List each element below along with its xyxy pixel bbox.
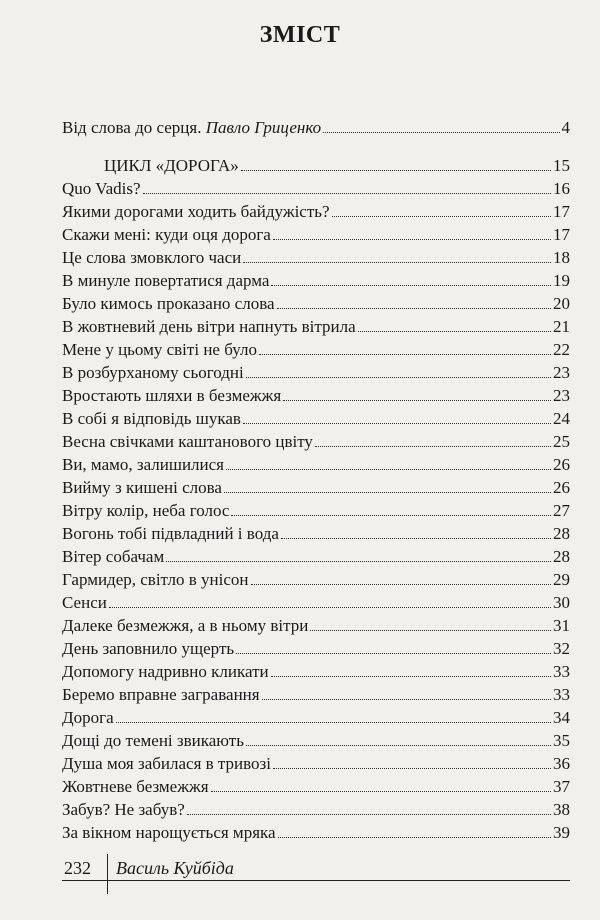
toc-entry (62, 223, 570, 246)
toc-entry (62, 430, 570, 453)
dot-leader (143, 177, 551, 194)
toc-entry-label: Було кимось проказано слова (62, 294, 275, 313)
dot-leader (283, 384, 551, 401)
toc-page-number: 24 (553, 409, 570, 428)
toc-entry (62, 614, 570, 637)
dot-leader (243, 246, 551, 263)
toc-page-number: 26 (553, 455, 570, 474)
dot-leader (273, 223, 551, 240)
dot-leader (310, 614, 551, 631)
toc-entry-label: Вітер собачам (62, 547, 165, 566)
table-of-contents (62, 116, 570, 844)
toc-entry-label: В жовтневий день вітри напнуть вітрила (62, 317, 356, 336)
toc-page-number: 23 (553, 386, 570, 405)
toc-entry-cycle (62, 154, 570, 177)
toc-entry (62, 361, 570, 384)
toc-entry (62, 292, 570, 315)
toc-page-number: 37 (553, 777, 570, 796)
toc-page-number: 28 (553, 524, 570, 543)
toc-entry (62, 246, 570, 269)
toc-entry (62, 177, 570, 200)
toc-page-number: 36 (553, 754, 570, 773)
toc-entry (62, 407, 570, 430)
toc-page-number: 15 (553, 156, 570, 175)
dot-leader (211, 775, 551, 792)
toc-page-number: 32 (553, 639, 570, 658)
toc-entry-label: Весна свічками каштанового цвіту (62, 432, 313, 451)
footer-rule (62, 880, 570, 881)
toc-entry-label: Забув? Не забув? (62, 800, 185, 819)
toc-page-number: 30 (553, 593, 570, 612)
toc-page-number: 29 (553, 570, 570, 589)
dot-leader (166, 545, 551, 562)
dot-leader (281, 522, 551, 539)
toc-entry-label: Вітру колір, неба голос (62, 501, 230, 520)
toc-entry (62, 315, 570, 338)
toc-entry (62, 522, 570, 545)
dot-leader (246, 729, 551, 746)
dot-leader (231, 499, 551, 516)
toc-entry-label: В собі я відповідь шукав (62, 409, 241, 428)
toc-entry (62, 384, 570, 407)
toc-entry-label: День заповнило ущерть (62, 639, 235, 658)
dot-leader (323, 116, 559, 133)
dot-leader (246, 361, 551, 378)
dot-leader (332, 200, 551, 217)
toc-entry (62, 752, 570, 775)
toc-page-number: 20 (553, 294, 570, 313)
toc-page-number: 17 (553, 202, 570, 221)
toc-page-number: 34 (553, 708, 570, 727)
page-title: ЗМІСТ (259, 22, 341, 48)
dot-leader (271, 660, 551, 677)
toc-entry-label: Дощі до темені звикають (62, 731, 244, 750)
toc-entry (62, 568, 570, 591)
toc-entry-label (62, 116, 321, 139)
page-number: 232 (64, 858, 91, 878)
toc-page-number: 18 (553, 248, 570, 267)
toc-entry (62, 499, 570, 522)
toc-page-number: 4 (561, 118, 570, 137)
toc-entry-label: Вростають шляхи в безмежжя (62, 386, 282, 405)
toc-entry-intro (62, 116, 570, 139)
toc-entry (62, 476, 570, 499)
dot-leader (278, 821, 551, 838)
dot-leader (243, 407, 551, 424)
toc-entry (62, 269, 570, 292)
toc-entry-label: Беремо вправне загравання (62, 685, 260, 704)
footer-separator (107, 854, 108, 894)
toc-entry (62, 200, 570, 223)
dot-leader (187, 798, 551, 815)
toc-entry (62, 591, 570, 614)
toc-page-number: 28 (553, 547, 570, 566)
toc-entry-label: Жовтневе безмежжя (62, 777, 209, 796)
toc-entry-label: Це слова змовклого часи (62, 248, 242, 267)
toc-entry-label: Скажи мені: куди оця дорога (62, 225, 271, 244)
toc-entry-label: В минуле повертатися дарма (62, 271, 270, 290)
toc-page-number: 39 (553, 823, 570, 842)
toc-entry-label: Ви, мамо, залишилися (62, 455, 225, 474)
toc-entry (62, 729, 570, 752)
toc-page-number: 16 (553, 179, 570, 198)
toc-entry-label: Допомогу надривно кликати (62, 662, 269, 681)
dot-leader (109, 591, 551, 608)
toc-page-number: 27 (553, 501, 570, 520)
dot-leader (251, 568, 551, 585)
toc-entry (62, 545, 570, 568)
toc-entry-label: Сенси (62, 593, 107, 612)
dot-leader (226, 453, 551, 470)
toc-entry (62, 775, 570, 798)
dot-leader (315, 430, 551, 447)
toc-page-number: 31 (553, 616, 570, 635)
toc-entry (62, 821, 570, 844)
toc-page-number: 19 (553, 271, 570, 290)
dot-leader (358, 315, 551, 332)
toc-entry-label: Мене у цьому світі не було (62, 340, 257, 359)
toc-page-number: 22 (553, 340, 570, 359)
dot-leader (224, 476, 551, 493)
toc-page-number: 35 (553, 731, 570, 750)
toc-entry-label: Дорога (62, 708, 114, 727)
dot-leader (262, 683, 551, 700)
toc-entry (62, 660, 570, 683)
toc-entry-label: Вогонь тобі підвладний і вода (62, 524, 279, 543)
toc-entry (62, 706, 570, 729)
toc-entry (62, 637, 570, 660)
dot-leader (241, 154, 551, 171)
toc-entry (62, 683, 570, 706)
toc-page-number: 21 (553, 317, 570, 336)
cycle-heading: ЦИКЛ «ДОРОГА» (104, 156, 239, 175)
dot-leader (277, 292, 551, 309)
toc-entry-label: Душа моя забилася в тривозі (62, 754, 271, 773)
dot-leader (259, 338, 551, 355)
toc-entry (62, 798, 570, 821)
toc-entry-label: Quo Vadis? (62, 179, 141, 198)
toc-entry-label: За вікном нарощується мряка (62, 823, 276, 842)
dot-leader (116, 706, 551, 723)
toc-page-number: 23 (553, 363, 570, 382)
toc-entry-label: В розбурханому сьогодні (62, 363, 244, 382)
toc-entry (62, 338, 570, 361)
toc-entry-label: Вийму з кишені слова (62, 478, 222, 497)
intro-author: Павло Гриценко (205, 118, 322, 137)
toc-page-number: 17 (553, 225, 570, 244)
toc-entry-label: Якими дорогами ходить байдужість? (62, 202, 330, 221)
toc-entry-label: Гармидер, світло в унісон (62, 570, 249, 589)
footer-author: Василь Куйбіда (116, 858, 234, 878)
toc-page-number: 33 (553, 685, 570, 704)
dot-leader (273, 752, 551, 769)
toc-page-number: 25 (553, 432, 570, 451)
toc-page-number: 33 (553, 662, 570, 681)
intro-text: Від слова до серця. (62, 118, 202, 137)
toc-page-number: 38 (553, 800, 570, 819)
dot-leader (236, 637, 551, 654)
toc-entry-label: Далеке безмежжя, а в ньому вітри (62, 616, 309, 635)
toc-page-number: 26 (553, 478, 570, 497)
dot-leader (271, 269, 551, 286)
toc-entry (62, 453, 570, 476)
